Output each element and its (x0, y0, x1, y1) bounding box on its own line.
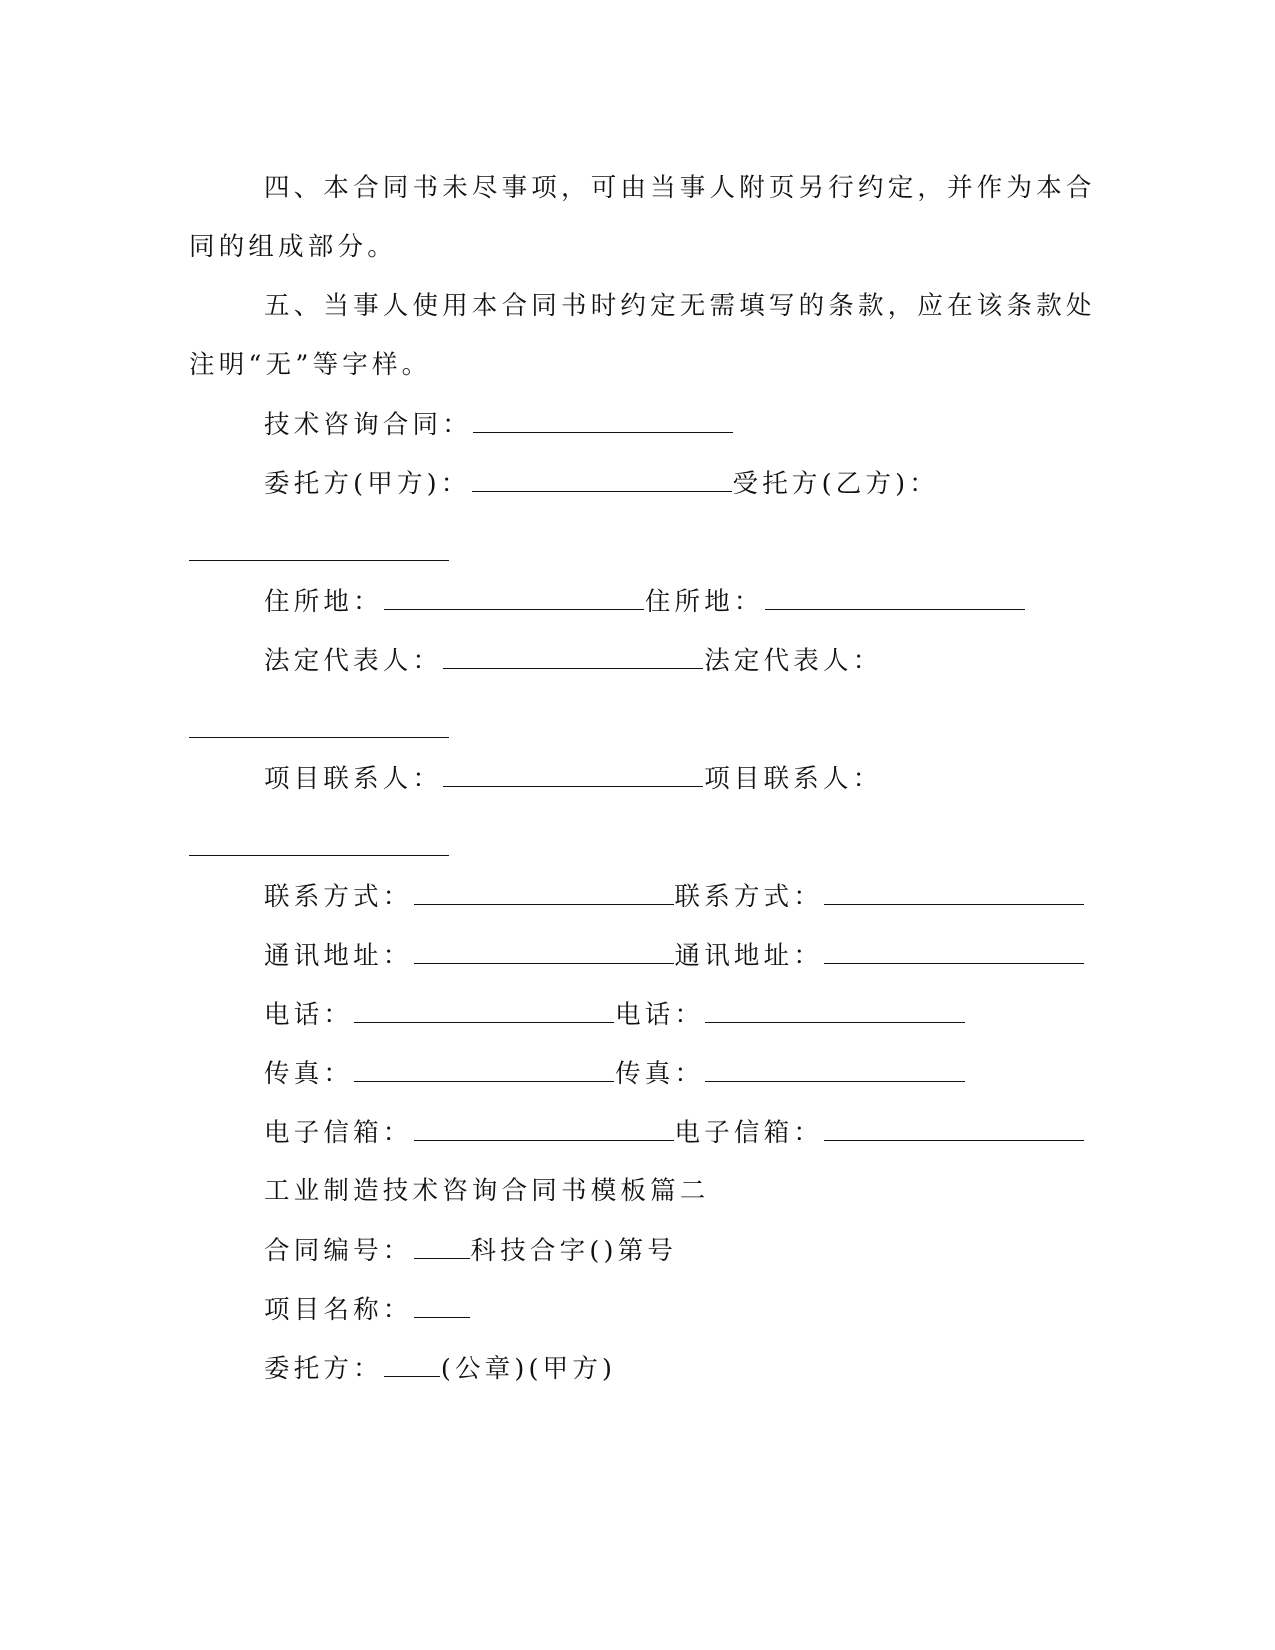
contact-method-row (264, 880, 1085, 913)
project-contact-row (264, 762, 882, 795)
client-project-contact-blank (443, 762, 703, 787)
contractor-email-label: 电子信箱： (674, 1118, 824, 1148)
contractor-email-blank (824, 1116, 1084, 1141)
contractor-mailing-address-label: 通讯地址： (674, 941, 824, 971)
contractor-label: 受托方(乙方)： (732, 469, 939, 499)
contractor-phone-blank (705, 998, 965, 1023)
contractor-project-contact-label: 项目联系人： (704, 764, 883, 794)
contractor-legal-rep-blank (189, 737, 449, 738)
section-2-client-blank (384, 1352, 440, 1377)
contract-number-blank (414, 1234, 470, 1259)
section-2-client-suffix: (公章)(甲方) (440, 1354, 617, 1384)
client-fax-label: 传真： (264, 1059, 354, 1089)
contractor-fax-label: 传真： (615, 1059, 705, 1089)
project-name-label: 项目名称： (264, 1295, 413, 1325)
address-row (264, 585, 1026, 618)
clause-4-line-1: 四、本合同书未尽事项，可由当事人附页另行约定，并作为本合 (264, 173, 1096, 203)
client-project-contact-label: 项目联系人： (264, 764, 443, 794)
contract-number-label: 合同编号： (264, 1236, 413, 1266)
clause-4-line-2: 同的组成部分。 (189, 232, 397, 262)
section-2-client-label: 委托方： (264, 1354, 383, 1384)
parties-row (264, 467, 939, 500)
client-legal-rep-blank (443, 644, 703, 669)
client-email-blank (414, 1116, 674, 1141)
section-2-title: 工业制造技术咨询合同书模板篇二 (264, 1176, 710, 1206)
client-contact-method-blank (414, 880, 674, 905)
fax-row (264, 1057, 966, 1090)
section-2-client-row (264, 1352, 616, 1385)
contractor-contact-method-blank (824, 880, 1084, 905)
contractor-address-label: 住所地： (644, 587, 764, 617)
contractor-mailing-address-blank (824, 939, 1084, 964)
contract-number-suffix: 科技合字()第号 (470, 1236, 678, 1266)
client-label: 委托方(甲方)： (264, 469, 471, 499)
contractor-blank (189, 560, 449, 561)
clause-5-line-2: 注明“无”等字样。 (189, 350, 432, 380)
client-mailing-address-blank (414, 939, 674, 964)
client-address-label: 住所地： (264, 587, 383, 617)
contract-field-row (264, 408, 734, 441)
project-name-blank (414, 1293, 470, 1318)
client-phone-blank (354, 998, 614, 1023)
contractor-project-contact-blank (189, 855, 449, 856)
mailing-address-row (264, 939, 1085, 972)
client-blank (472, 467, 732, 492)
phone-row (264, 998, 966, 1031)
client-legal-rep-label: 法定代表人： (264, 646, 443, 676)
contractor-address-blank (765, 585, 1025, 610)
clause-5-line-1: 五、当事人使用本合同书时约定无需填写的条款，应在该条款处 (264, 291, 1096, 321)
client-contact-method-label: 联系方式： (264, 882, 413, 912)
contract-label: 技术咨询合同： (264, 410, 472, 440)
client-mailing-address-label: 通讯地址： (264, 941, 413, 971)
contract-number-row (264, 1234, 677, 1267)
client-address-blank (384, 585, 644, 610)
contractor-legal-rep-label: 法定代表人： (704, 646, 883, 676)
contract-blank (473, 408, 733, 433)
legal-rep-row (264, 644, 882, 677)
email-row (264, 1116, 1085, 1149)
contractor-phone-label: 电话： (615, 1000, 705, 1030)
client-fax-blank (354, 1057, 614, 1082)
contractor-contact-method-label: 联系方式： (674, 882, 824, 912)
client-email-label: 电子信箱： (264, 1118, 413, 1148)
project-name-row (264, 1293, 471, 1326)
contractor-fax-blank (705, 1057, 965, 1082)
client-phone-label: 电话： (264, 1000, 354, 1030)
